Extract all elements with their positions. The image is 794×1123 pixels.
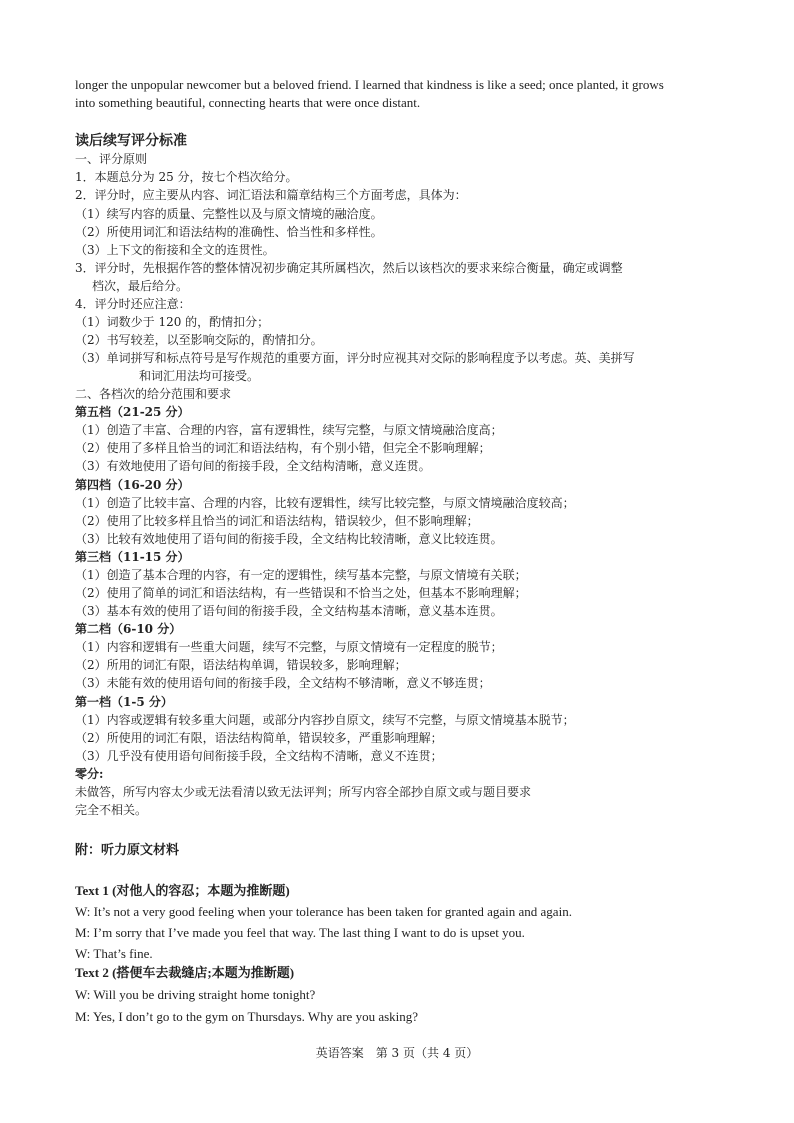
- tier4-title: 第四档（16-20 分）: [75, 478, 190, 492]
- zero-title: 零分:: [75, 767, 104, 781]
- tier3-title: 第三档（11-15 分）: [75, 550, 190, 564]
- principle-4-item: （2）书写较差，以至影响交际的，酌情扣分。: [75, 333, 323, 347]
- principle-4-item: （3）单词拼写和标点符号是写作规范的重要方面，评分时应视其对交际的影响程度予以考虑。英、美拼写: [75, 351, 635, 365]
- principle-2-item: （1）续写内容的质量、完整性以及与原文情境的融洽度。: [75, 207, 383, 221]
- tier4-item: （1）创造了比较丰富、合理的内容，比较有逻辑性，续写比较完整，与原文情境融洽度较高；: [75, 496, 575, 510]
- tier2-item: （2）所用的词汇有限，语法结构单调，错误较多，影响理解；: [75, 658, 407, 672]
- principle-3-cont: 档次，最后给分。: [92, 279, 189, 293]
- section2-title: 二、各档次的给分范围和要求: [75, 387, 232, 401]
- page-footer: 英语答案 第 3 页（共 4 页）: [315, 1046, 479, 1060]
- rubric-title: 读后续写评分标准: [75, 133, 187, 149]
- text2-line: M: Yes, I don’t go to the gym on Thursdays. Why are you asking?: [75, 1009, 419, 1024]
- text2-title: Text 2 (搭便车去裁缝店;本题为推断题): [75, 965, 295, 980]
- tier3-item: （2）使用了简单的词汇和语法结构，有一些错误和不恰当之处，但基本不影响理解；: [75, 586, 527, 600]
- appendix-title: 附：听力原文材料: [75, 843, 180, 858]
- tier4-item: （2）使用了比较多样且恰当的词汇和语法结构，错误较少，但不影响理解；: [75, 514, 479, 528]
- tier5-title: 第五档（21-25 分）: [75, 405, 190, 419]
- zero-line: 完全不相关。: [75, 803, 148, 817]
- tier2-item: （3）未能有效的使用语句间的衔接手段，全文结构不够清晰，意义不够连贯；: [75, 676, 491, 690]
- tier1-item: （2）所使用的词汇有限，语法结构简单，错误较多，严重影响理解；: [75, 731, 443, 745]
- tier2-item: （1）内容和逻辑有一些重大问题，续写不完整，与原文情境有一定程度的脱节；: [75, 640, 503, 654]
- principle-4-item: （1）词数少于 120 的，酌情扣分；: [75, 315, 270, 329]
- section1-title: 一、评分原则: [75, 152, 148, 166]
- tier5-item: （3）有效地使用了语句间的衔接手段，全文结构清晰，意义连贯。: [75, 459, 431, 473]
- tier1-item: （1）内容或逻辑有较多重大问题，或部分内容抄自原文，续写不完整，与原文情境基本脱节；: [75, 713, 575, 727]
- tier2-title: 第二档（6-10 分）: [75, 622, 182, 636]
- text1-title: Text 1 (对他人的容忍；本题为推断题): [75, 883, 290, 898]
- tier5-item: （2）使用了多样且恰当的词汇和语法结构，有个别小错，但完全不影响理解；: [75, 441, 491, 455]
- text1-line: W: It’s not a very good feeling when your tolerance has been taken for granted again and again.: [75, 904, 572, 919]
- tier1-title: 第一档（1-5 分）: [75, 695, 173, 709]
- tier3-item: （1）创造了基本合理的内容，有一定的逻辑性，续写基本完整，与原文情境有关联；: [75, 568, 527, 582]
- zero-line: 未做答，所写内容太少或无法看清以致无法评判；所写内容全部抄自原文或与题目要求: [75, 785, 532, 799]
- principle-2: 2．评分时，应主要从内容、词汇语法和篇章结构三个方面考虑，具体为：: [75, 188, 467, 202]
- text1-line: W: That’s fine.: [75, 946, 153, 961]
- principle-1: 1．本题总分为 25 分，按七个档次给分。: [75, 170, 298, 184]
- tier5-item: （1）创造了丰富、合理的内容，富有逻辑性，续写完整，与原文情境融洽度高；: [75, 423, 503, 437]
- principle-2-item: （3）上下文的衔接和全文的连贯性。: [75, 243, 275, 257]
- principle-2-item: （2）所使用词汇和语法结构的准确性、恰当性和多样性。: [75, 225, 383, 239]
- text2-line: W: Will you be driving straight home tonight?: [75, 987, 316, 1002]
- principle-4-cont: 和词汇用法均可接受。: [139, 369, 260, 383]
- tier1-item: （3）几乎没有使用语句间衔接手段，全文结构不清晰，意义不连贯；: [75, 749, 443, 763]
- intro-line-2: into something beautiful, connecting hearts that were once distant.: [75, 95, 421, 110]
- text1-line: M: I’m sorry that I’ve made you feel that way. The last thing I want to do is upset you.: [75, 925, 525, 940]
- intro-line-1: longer the unpopular newcomer but a beloved friend. I learned that kindness is like a seed; once planted, it grows: [75, 77, 664, 92]
- tier4-item: （3）比较有效地使用了语句间的衔接手段，全文结构比较清晰，意义比较连贯。: [75, 532, 503, 546]
- tier3-item: （3）基本有效的使用了语句间的衔接手段，全文结构基本清晰，意义基本连贯。: [75, 604, 503, 618]
- principle-4: 4．评分时还应注意：: [75, 297, 191, 311]
- principle-3: 3．评分时，先根据作答的整体情况初步确定其所属档次，然后以该档次的要求来综合衡量，确定或调整: [75, 261, 623, 275]
